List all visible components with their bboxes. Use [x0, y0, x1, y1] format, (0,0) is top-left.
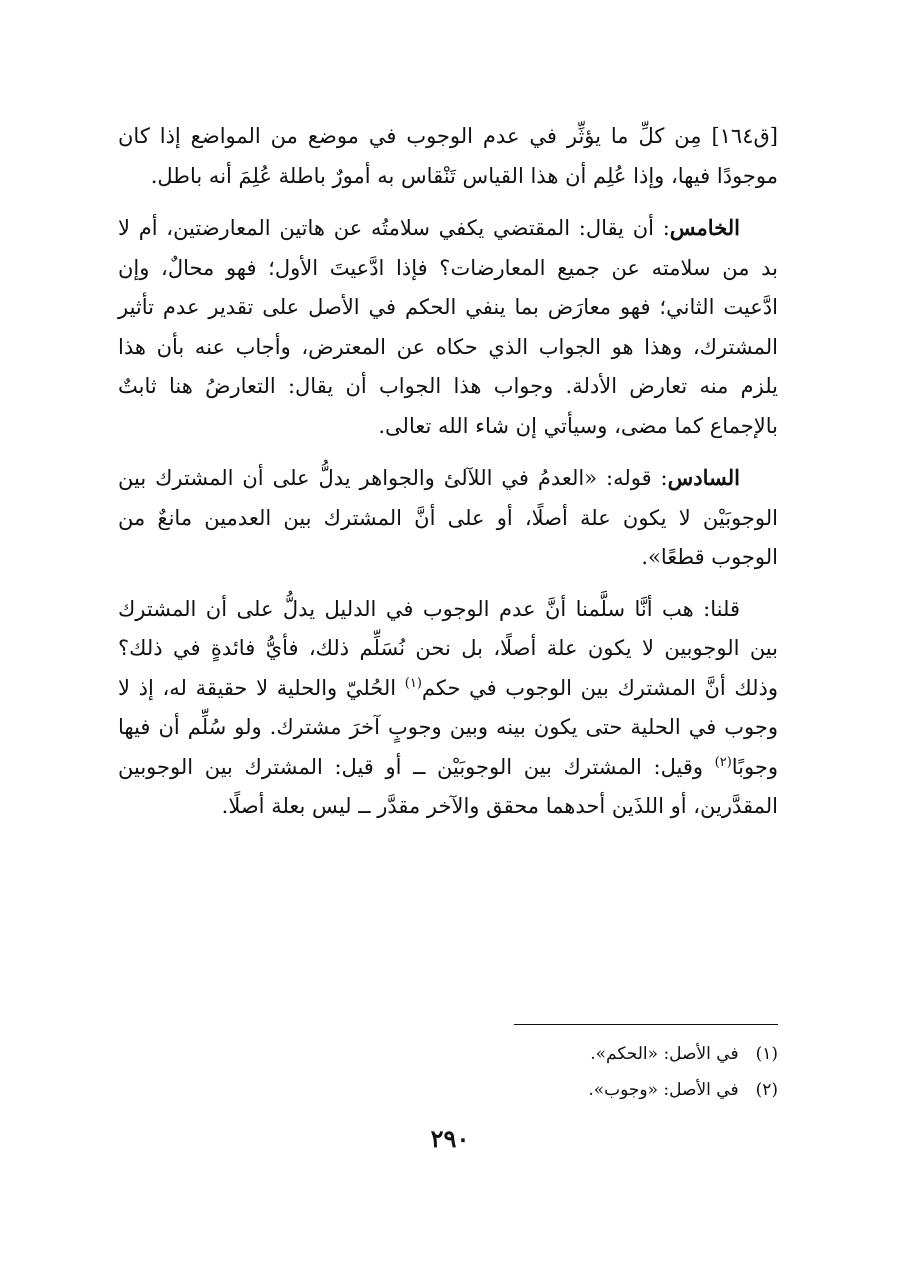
paragraph-lead: السادس	[667, 465, 740, 490]
paragraph-text: : قوله: «العدمُ في اللآلئ والجواهر يدلُّ على أن المشترك بين الوجوبَيْن لا يكون علة أصلًا، أو على أنَّ المشترك بين العدمين مانعٌ من الوجوب قطعًا».	[118, 466, 778, 569]
footnotes	[118, 1036, 778, 1108]
paragraph-lead: الخامس	[669, 215, 740, 240]
footnote-2	[118, 1072, 778, 1108]
footnote-number: (٢)	[755, 1080, 778, 1100]
page-number: ٢٩٠	[430, 1124, 470, 1153]
paragraph-4	[118, 590, 778, 827]
main-text	[118, 116, 778, 839]
footnote-separator	[514, 1024, 778, 1025]
paragraph-text-part: الحُليّ والحلية لا حقيقة له، إذ لا وجوب في الحلية حتى يكون بينه وبين وجوبٍ آخرَ مشترك. ولو سُلِّم أن فيها وجوبًا	[118, 675, 778, 779]
footnote-text: في الأصل: «وجوب».	[588, 1080, 739, 1100]
paragraph-2	[118, 208, 778, 446]
footnote-1	[118, 1036, 778, 1072]
footnote-text: في الأصل: «الحكم».	[590, 1044, 739, 1064]
footnote-number: (١)	[755, 1044, 778, 1064]
paragraph-3	[118, 458, 778, 578]
paragraph-text: : أن يقال: المقتضي يكفي سلامتُه عن هاتين المعارضتين، أم لا بد من سلامته عن جميع المعارضات؟ فإذا ادَّعيتَ الأول؛ فهو محالٌ، وإن ادَّعيت الثاني؛ فهو معارَض بما ينفي الحكم في الأصل على تقدير عدم تأثير المشترك، وهذا هو الجواب الذي حكاه عن المعترض، وأجاب عنه بأن هذا يلزم منه تعارض الأدلة. وجواب هذا الجواب أن يقال: التعارضُ هنا ثابتٌ بالإجماع كما مضى، وسيأتي إن شاء الله تعالى.	[118, 216, 778, 438]
paragraph-1	[118, 116, 778, 196]
footnote-ref-1[interactable]: (١)	[404, 675, 422, 691]
paragraph-text-part: وقيل: المشترك بين الوجوبَيْن ــ أو قيل: المشترك بين الوجوبين المقدَّرين، أو اللذَين أحدهما محقق والآخر مقدَّر ــ ليس بعلة أصلًا.	[118, 754, 778, 818]
footnote-ref-2[interactable]: (٢)	[714, 754, 732, 770]
paragraph-text: [ق١٦٤] مِن كلِّ ما يؤثِّر في عدم الوجوب في موضع من المواضع إذا كان موجودًا فيها، وإذا عُلِم أن هذا القياس تَنْقاس به أمورٌ باطلة عُلِمَ أنه باطل.	[118, 124, 778, 188]
paragraph-text-part: قلنا: هب أنَّا سلَّمنا أنَّ عدم الوجوب في الدليل يدلُّ على أن المشترك بين الوجوبين لا يكون علة أصلًا، بل نحن نُسَلِّم ذلك، فأيُّ فائدةٍ في ذلك؟ وذلك أنَّ المشترك بين الوجوب في حكم	[118, 596, 778, 700]
